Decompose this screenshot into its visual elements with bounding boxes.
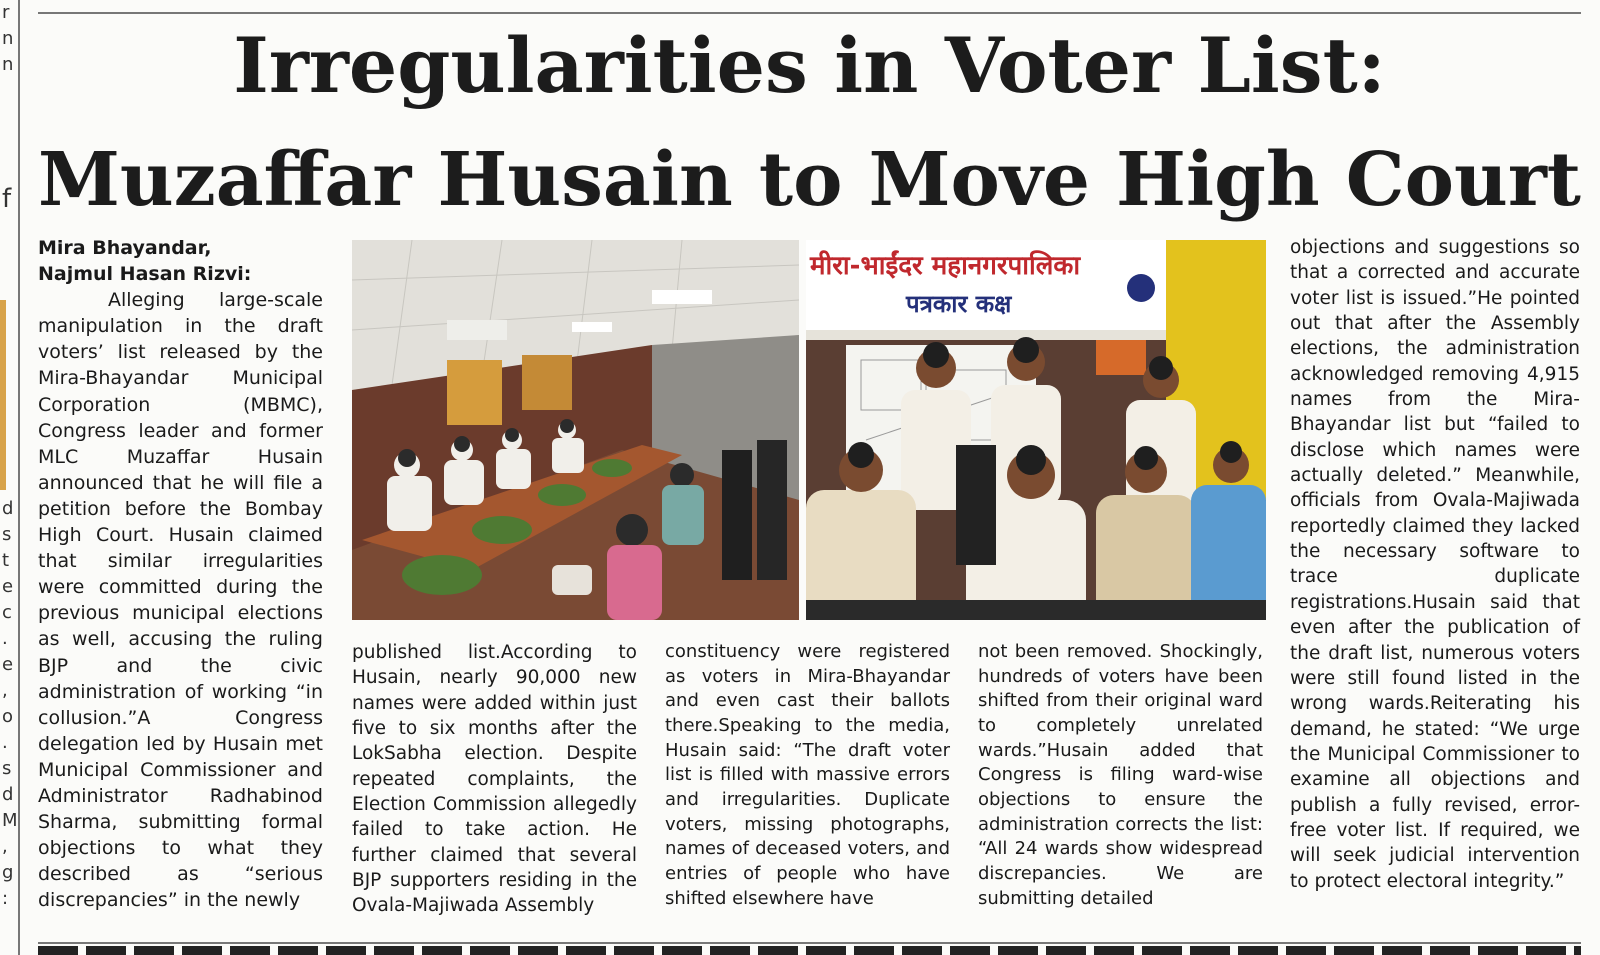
headline-line-2: Muzaffar Husain to Move High Court [38,137,1581,223]
edge-fragment: e [2,576,14,597]
article-text-col-3: constituency were registered as voters in Mira-Bhayandar and even cast their ballots there.Speaking to the media, Husain said: “The draft voter list is filled with massive errors and irregularities. Duplicate voters, missing photographs, names of deceased voters, and entries of people who have shifted elsewhere have [665,641,950,909]
article-text-col-4: not been removed. Shockingly, hundreds of voters have been shifted from their original ward to completely unrelated wards.”Husain added that Congress is filing ward-wise objections to ensure the administration corrects the list: “All 24 wards show widespread discrepancies. We are submitting detailed [978,641,1263,909]
edge-fragment: : [2,888,9,909]
edge-fragment: g [2,862,14,883]
edge-fragment: r [2,2,10,23]
article-column-4 [978,640,1263,911]
adjacent-photo-edge [0,300,6,490]
edge-fragment: f [2,184,12,214]
edge-fragment: t [2,550,10,571]
edge-fragment: , [2,680,8,701]
headline-line-1: Irregularities in Voter List: [233,21,1386,110]
article-text-col-1: Alleging large-scale manipulation in the draft voters’ list released by the Mira-Bhayandar Municipal Corporation (MBMC), Congress leader and former MLC Muzaffar Husain announced that he will file a petition before the Bombay High Court. Husain claimed that similar irregularities were committed during the previous municipal elections as well, accusing the ruling BJP and the civic administration of working “in collusion.”A Congress delegation led by Husain met Municipal Commissioner and Administrator Radhabinod Sharma, submitting formal objections to what they described as “serious discrepancies” in the newly [38,289,323,912]
edge-fragment: d [2,498,14,519]
edge-fragment: n [2,54,14,75]
article-column-5 [1290,235,1580,894]
edge-fragment: d [2,784,14,805]
edge-fragment: s [2,758,12,779]
article-column-1 [38,235,323,935]
adjacent-column-edge [0,0,20,955]
next-headline-edge [38,946,1581,955]
byline-author: Najmul Hasan Rizvi: [38,263,252,286]
article-column-2 [352,640,637,919]
banner-text-line-2: पत्रकार कक्ष [906,290,1012,318]
edge-fragment: M [2,810,18,831]
bottom-rule [38,942,1581,944]
banner-text-line-1: मीरा-भाईंदर महानगरपालिका [810,251,1081,281]
top-rule [38,12,1581,14]
byline-place: Mira Bhayandar, [38,237,212,259]
edge-fragment: n [2,28,14,49]
article-column-3 [665,640,950,911]
article-text-col-2: published list.According to Husain, nearly 90,000 new names were added within just five to six months after the LokSabha election. Despite repeated complaints, the Election Commission allegedly failed to take action. He further claimed that several BJP supporters residing in the Ovala-Majiwada Assembly [352,642,637,917]
edge-fragment: , [2,836,8,857]
press-conference-photo [806,240,1266,620]
edge-fragment: s [2,524,12,545]
meeting-hall-photo [352,240,799,620]
edge-fragment: e [2,654,14,675]
edge-fragment: o [2,706,14,727]
edge-fragment: . [2,628,8,649]
edge-fragment: . [2,732,8,753]
article-text-col-5: objections and suggestions so that a corrected and accurate voter list is issued.”He pointed out that after the Assembly elections, the administration acknowledged removing 4,915 names from the Mira-Bhayandar list but “failed to disclose which names were actually deleted.” Meanwhile, officials from Ovala-Majiwada reportedly claimed they lacked the necessary software to trace duplicate registrations.Husain said that even after the publication of the draft list, numerous voters were still found listed in the wrong wards.Reiterating his demand, he stated: “We urge the Municipal Commissioner to examine all objections and publish a fully revised, error-free voter list. If required, we will seek judicial intervention to protect electoral integrity.” [1290,237,1580,892]
edge-fragment: c [2,602,12,623]
